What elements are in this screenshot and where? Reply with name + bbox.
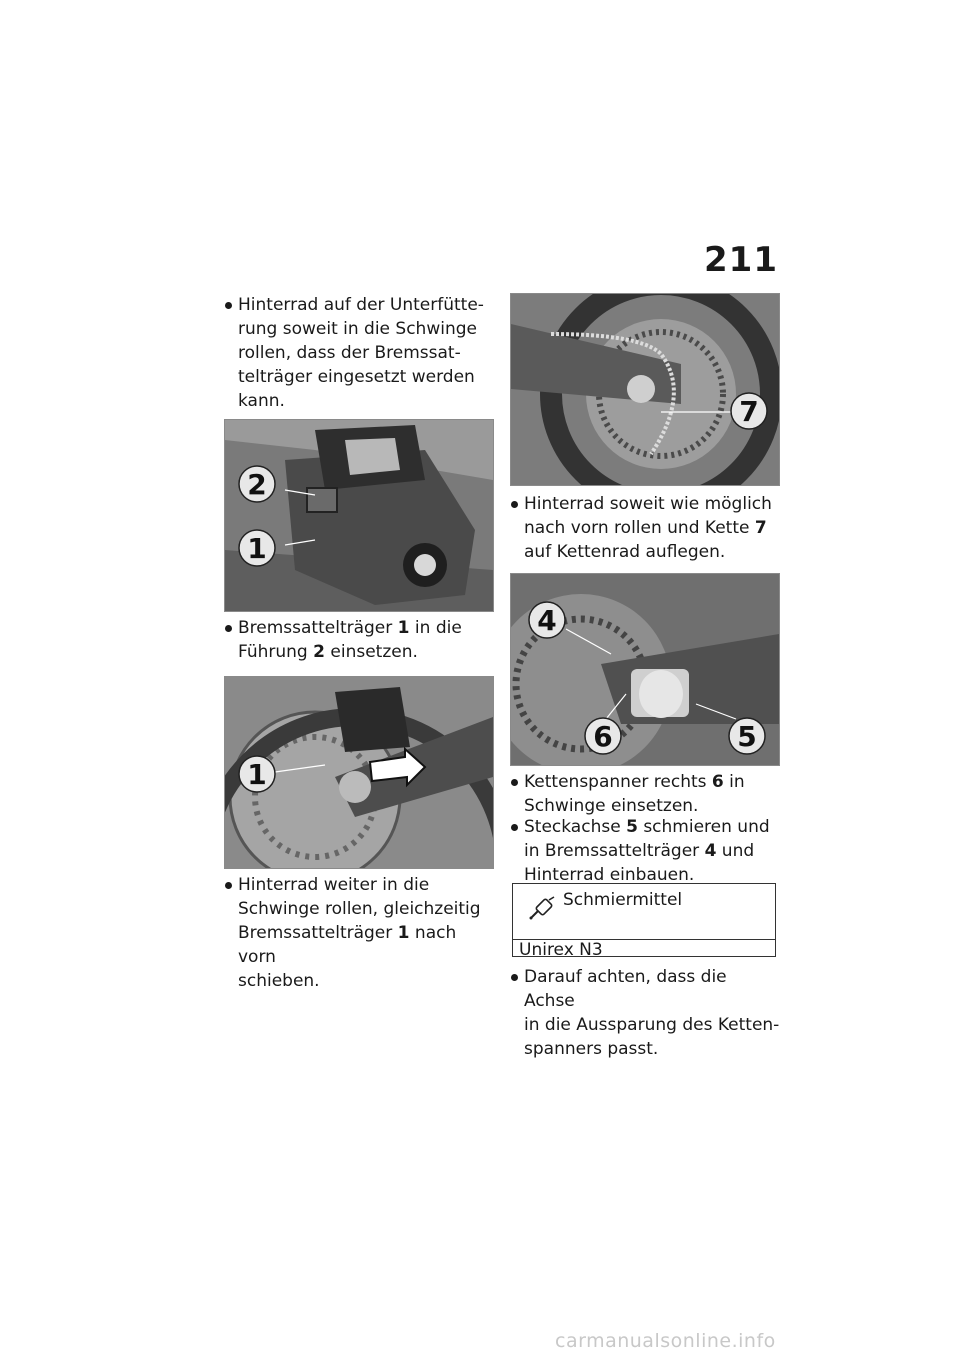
- callout-number: 1: [247, 532, 267, 565]
- step-line: in die Aussparung des Ketten-: [524, 1015, 780, 1035]
- step-line: [524, 815, 782, 839]
- step-text: Bremssattelträger: [238, 618, 398, 638]
- watermark: carmanualsonline.info: [555, 1330, 776, 1352]
- step-text: Führung: [238, 642, 314, 662]
- figure-push-caliper-carrier: [224, 676, 494, 869]
- callout-number: 5: [737, 720, 757, 753]
- step-roll-wheel: [224, 293, 494, 413]
- step-line: rollen, dass der Bremssat-: [238, 343, 461, 363]
- step-text: in: [723, 772, 745, 792]
- step-line: [238, 616, 494, 640]
- lubricant-table: [512, 883, 776, 960]
- step-line: auf Kettenrad auflegen.: [524, 542, 726, 562]
- step-line: [524, 516, 782, 540]
- step-text: Kettenspanner rechts: [524, 772, 712, 792]
- step-line: Schwinge rollen, gleichzeitig: [238, 899, 481, 919]
- step-place-chain: [510, 492, 782, 564]
- callout-number: 1: [247, 758, 267, 791]
- callout-number: 2: [247, 468, 267, 501]
- step-insert-chain-adjuster: [510, 770, 782, 818]
- reference-number: 1: [397, 923, 410, 943]
- callout-number: 6: [593, 720, 613, 753]
- step-text: und: [716, 841, 755, 861]
- step-line: Schwinge einsetzen.: [524, 796, 699, 816]
- step-line: Hinterrad auf der Unterfütte-: [238, 295, 484, 315]
- step-line: Darauf achten, dass die Achse: [524, 967, 727, 1011]
- reference-number: 2: [313, 642, 325, 662]
- chain-sprocket-photo: [511, 294, 779, 485]
- reference-number: 7: [754, 518, 767, 538]
- lubricant-value: Unirex N3: [519, 940, 603, 960]
- callout-number: 4: [537, 604, 557, 637]
- step-line: telträger eingesetzt werden: [238, 367, 475, 387]
- step-text: einsetzen.: [324, 642, 418, 662]
- step-line: spanners passt.: [524, 1039, 659, 1059]
- step-text: nach vorn: [238, 923, 457, 967]
- step-line: Hinterrad weiter in die: [238, 875, 430, 895]
- callout-number: 7: [739, 395, 759, 428]
- step-roll-wheel-further: [224, 873, 496, 993]
- step-line: kann.: [238, 391, 285, 411]
- lubricant-label: Schmiermittel: [563, 890, 683, 910]
- step-text: nach vorn rollen und Kette: [524, 518, 755, 538]
- caliper-guide-photo: [225, 420, 493, 611]
- figure-caliper-carrier-guide: [224, 419, 494, 612]
- step-check-axle-fit: [510, 965, 782, 1061]
- step-line: [238, 640, 494, 664]
- figure-chain-on-sprocket: [510, 293, 780, 486]
- step-insert-caliper-carrier: [224, 616, 494, 664]
- step-grease-axle: [510, 815, 782, 887]
- step-line: [524, 839, 782, 863]
- step-line: [238, 921, 496, 969]
- reference-number: 1: [397, 618, 410, 638]
- step-text: Bremssattelträger: [238, 923, 398, 943]
- step-text: Steckachse: [524, 817, 627, 837]
- reference-number: 4: [704, 841, 717, 861]
- lubricant-header: [513, 884, 775, 940]
- step-text: in Bremssattelträger: [524, 841, 705, 861]
- push-carrier-photo: [225, 677, 493, 868]
- step-line: Hinterrad einbauen.: [524, 865, 695, 885]
- step-text: schmieren und: [637, 817, 770, 837]
- reference-number: 5: [626, 817, 638, 837]
- step-text: in die: [409, 618, 462, 638]
- step-line: rung soweit in die Schwinge: [238, 319, 477, 339]
- adjuster-axle-photo: [511, 574, 779, 765]
- figure-chain-adjuster-axle: [510, 573, 780, 766]
- step-line: [524, 770, 782, 794]
- step-line: Hinterrad soweit wie möglich: [524, 494, 772, 514]
- grease-gun-icon: [527, 896, 557, 922]
- step-line: schieben.: [238, 971, 320, 991]
- reference-number: 6: [711, 772, 724, 792]
- page-number: 211: [704, 240, 778, 280]
